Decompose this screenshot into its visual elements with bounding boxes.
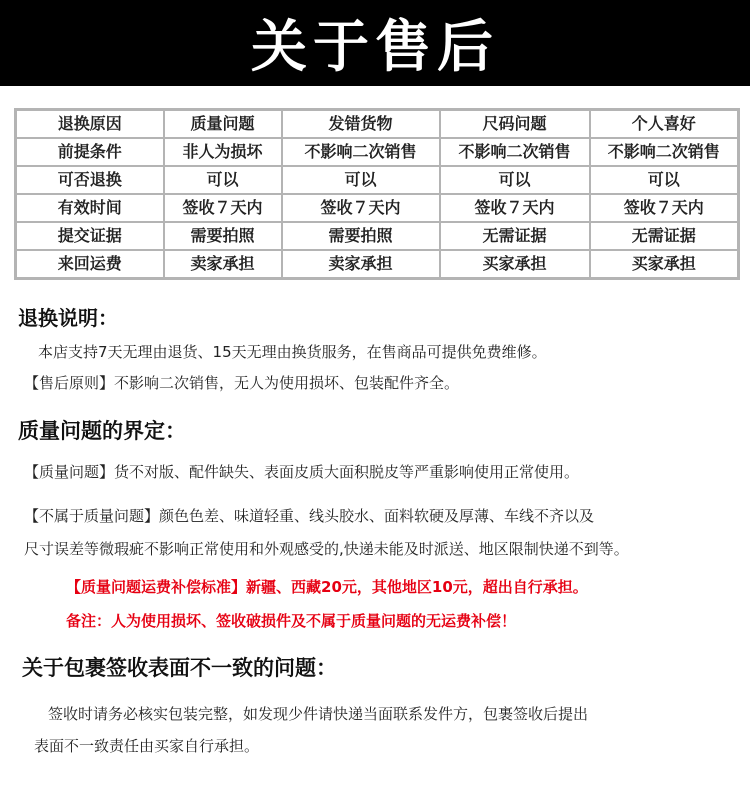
table-cell: 卖家承担 [164, 250, 282, 279]
table-row [16, 110, 739, 139]
table-cell: 不影响二次销售 [440, 138, 590, 166]
table-cell: 非人为损坏 [164, 138, 282, 166]
table-cell: 签收７天内 [440, 194, 590, 222]
table-cell: 前提条件 [16, 138, 164, 166]
package-check-text-cont: 表面不一致责任由买家自行承担。 [34, 737, 260, 755]
table-row [16, 222, 739, 250]
quality-issue-text: 【质量问题】货不对版、配件缺失、表面皮质大面积脱皮等严重影响使用正常使用。 [24, 463, 580, 481]
table-row [16, 166, 739, 194]
package-inconsistency-heading: 关于包裹签收表面不一致的问题： [22, 656, 337, 680]
table-cell: 可以 [440, 166, 590, 194]
table-cell: 尺码问题 [440, 110, 590, 139]
table-cell: 签收７天内 [282, 194, 440, 222]
after-sales-principle-text: 【售后原则】不影响二次销售，无人为使用损坏、包装配件齐全。 [24, 374, 460, 392]
table-cell: 可以 [164, 166, 282, 194]
non-quality-issue-text-cont: 尺寸误差等微瑕疵不影响正常使用和外观感受的,快递未能及时派送、地区限制快递不到等。 [24, 540, 629, 558]
compensation-note-text: 备注：人为使用损坏、签收破损件及不属于质量问题的无运费补偿！ [66, 612, 517, 630]
table-cell: 买家承担 [440, 250, 590, 279]
table-row [16, 194, 739, 222]
table-cell: 不影响二次销售 [590, 138, 739, 166]
header-banner [0, 0, 750, 86]
table-cell: 无需证据 [440, 222, 590, 250]
table-cell: 需要拍照 [282, 222, 440, 250]
table-cell: 提交证据 [16, 222, 164, 250]
table-cell: 可以 [590, 166, 739, 194]
shipping-compensation-text: 【质量问题运费补偿标准】新疆、西藏20元，其他地区10元，超出自行承担。 [66, 578, 588, 596]
table-row [16, 250, 739, 279]
table-cell: 买家承担 [590, 250, 739, 279]
table-cell: 可以 [282, 166, 440, 194]
table-cell: 有效时间 [16, 194, 164, 222]
table-cell: 签收７天内 [164, 194, 282, 222]
table-cell: 个人喜好 [590, 110, 739, 139]
table-cell: 需要拍照 [164, 222, 282, 250]
package-check-text: 签收时请务必核实包装完整，如发现少件请快递当面联系发件方，包裹签收后提出 [48, 705, 589, 723]
table-cell: 来回运费 [16, 250, 164, 279]
table-row [16, 138, 739, 166]
table-cell: 不影响二次销售 [282, 138, 440, 166]
table-cell: 退换原因 [16, 110, 164, 139]
return-policy-heading: 退换说明： [18, 306, 118, 330]
quality-definition-heading: 质量问题的界定： [18, 419, 186, 443]
table-cell: 质量问题 [164, 110, 282, 139]
table-cell: 发错货物 [282, 110, 440, 139]
table-cell: 卖家承担 [282, 250, 440, 279]
after-sales-policy-table [14, 108, 740, 280]
return-policy-text: 本店支持7天无理由退货、15天无理由换货服务，在售商品可提供免费维修。 [38, 343, 547, 361]
table-cell: 可否退换 [16, 166, 164, 194]
table-cell: 无需证据 [590, 222, 739, 250]
table-cell: 签收７天内 [590, 194, 739, 222]
page-title: 关于售后 [251, 15, 499, 80]
non-quality-issue-text: 【不属于质量问题】颜色色差、味道轻重、线头胶水、面料软硬及厚薄、车线不齐以及 [24, 507, 595, 525]
